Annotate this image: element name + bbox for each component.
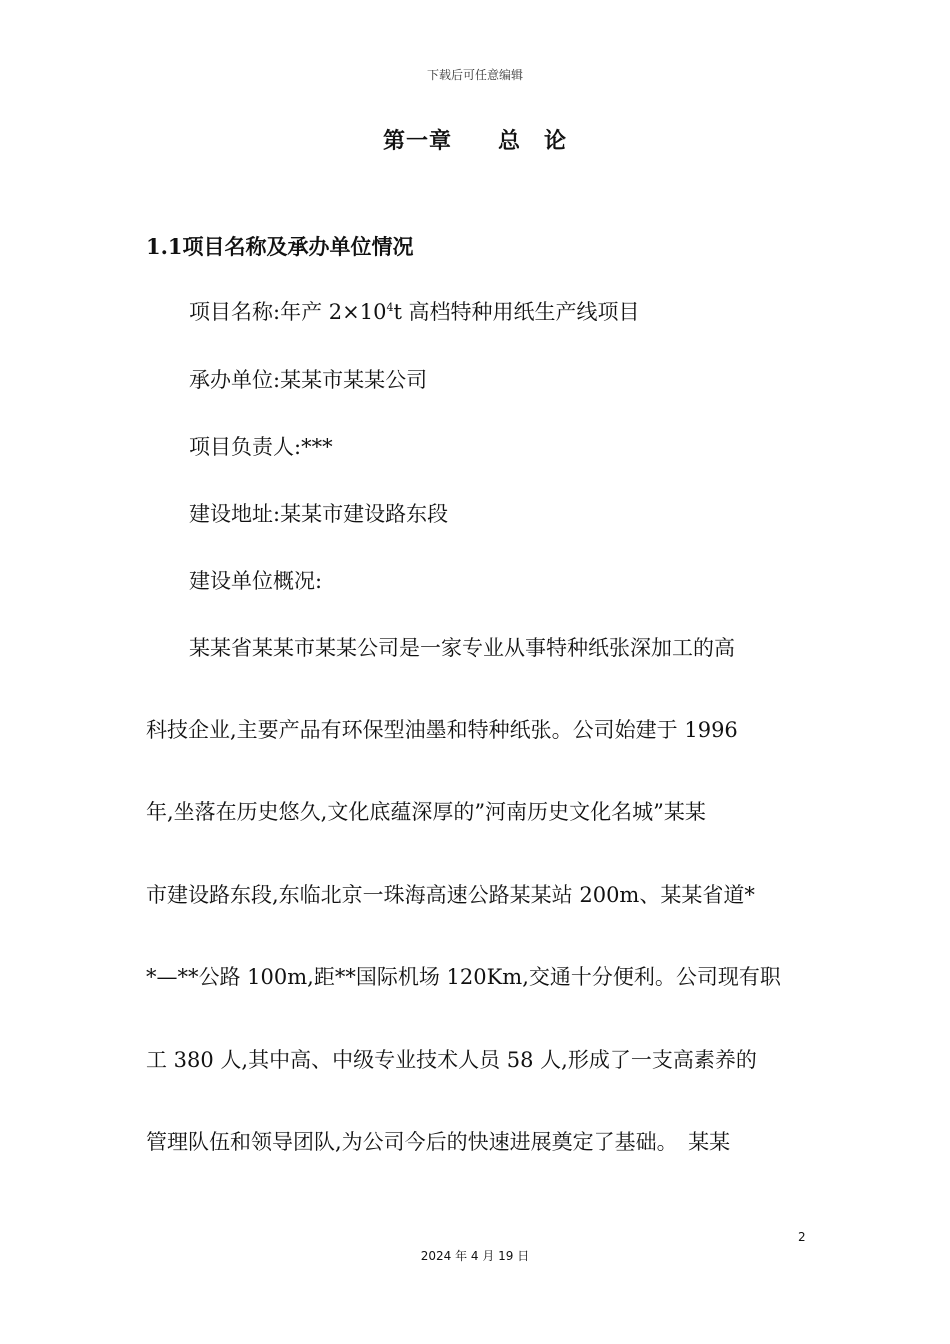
paragraph-line: 科技企业,主要产品有环保型油墨和特种纸张。公司始建于 1996 [146,718,738,742]
project-name-text: 项目名称:年产 2×10 [189,300,387,324]
project-name-unit: t 高档特种用纸生产线项目 [393,300,640,324]
paragraph-line: 某某省某某市某某公司是一家专业从事特种纸张深加工的高 [189,636,735,660]
page-number: 2 [798,1230,806,1244]
paragraph-line: 工 380 人,其中高、中级专业技术人员 58 人,形成了一支高素养的 [146,1048,757,1072]
page-header: 下载后可任意编辑 [426,68,523,82]
overview-label: 建设单位概况: [189,569,323,593]
paragraph-line: 年,坐落在历史悠久,文化底蕴深厚的”河南历史文化名城”某某 [146,800,706,824]
address-field: 建设地址:某某市建设路东段 [189,502,449,526]
page-footer-date: 2024 年 4 月 19 日 [420,1249,530,1263]
chapter-title: 第一章 总 论 [382,128,567,154]
paragraph-line: 管理队伍和领导团队,为公司今后的快速进展奠定了基础。 某某 [146,1130,731,1154]
organizer-field: 承办单位:某某市某某公司 [189,368,428,392]
project-name-field [189,296,806,326]
paragraph-line: 市建设路东段,东临北京一珠海高速公路某某站 200m、某某省道* [146,883,755,907]
section-heading: 1.1项目名称及承办单位情况 [146,234,414,259]
paragraph-line: *—**公路 100m,距**国际机场 120Km,交通十分便利。公司现有职 [146,965,781,989]
exponent: 4 [386,301,394,314]
leader-field: 项目负责人:*** [189,435,333,459]
